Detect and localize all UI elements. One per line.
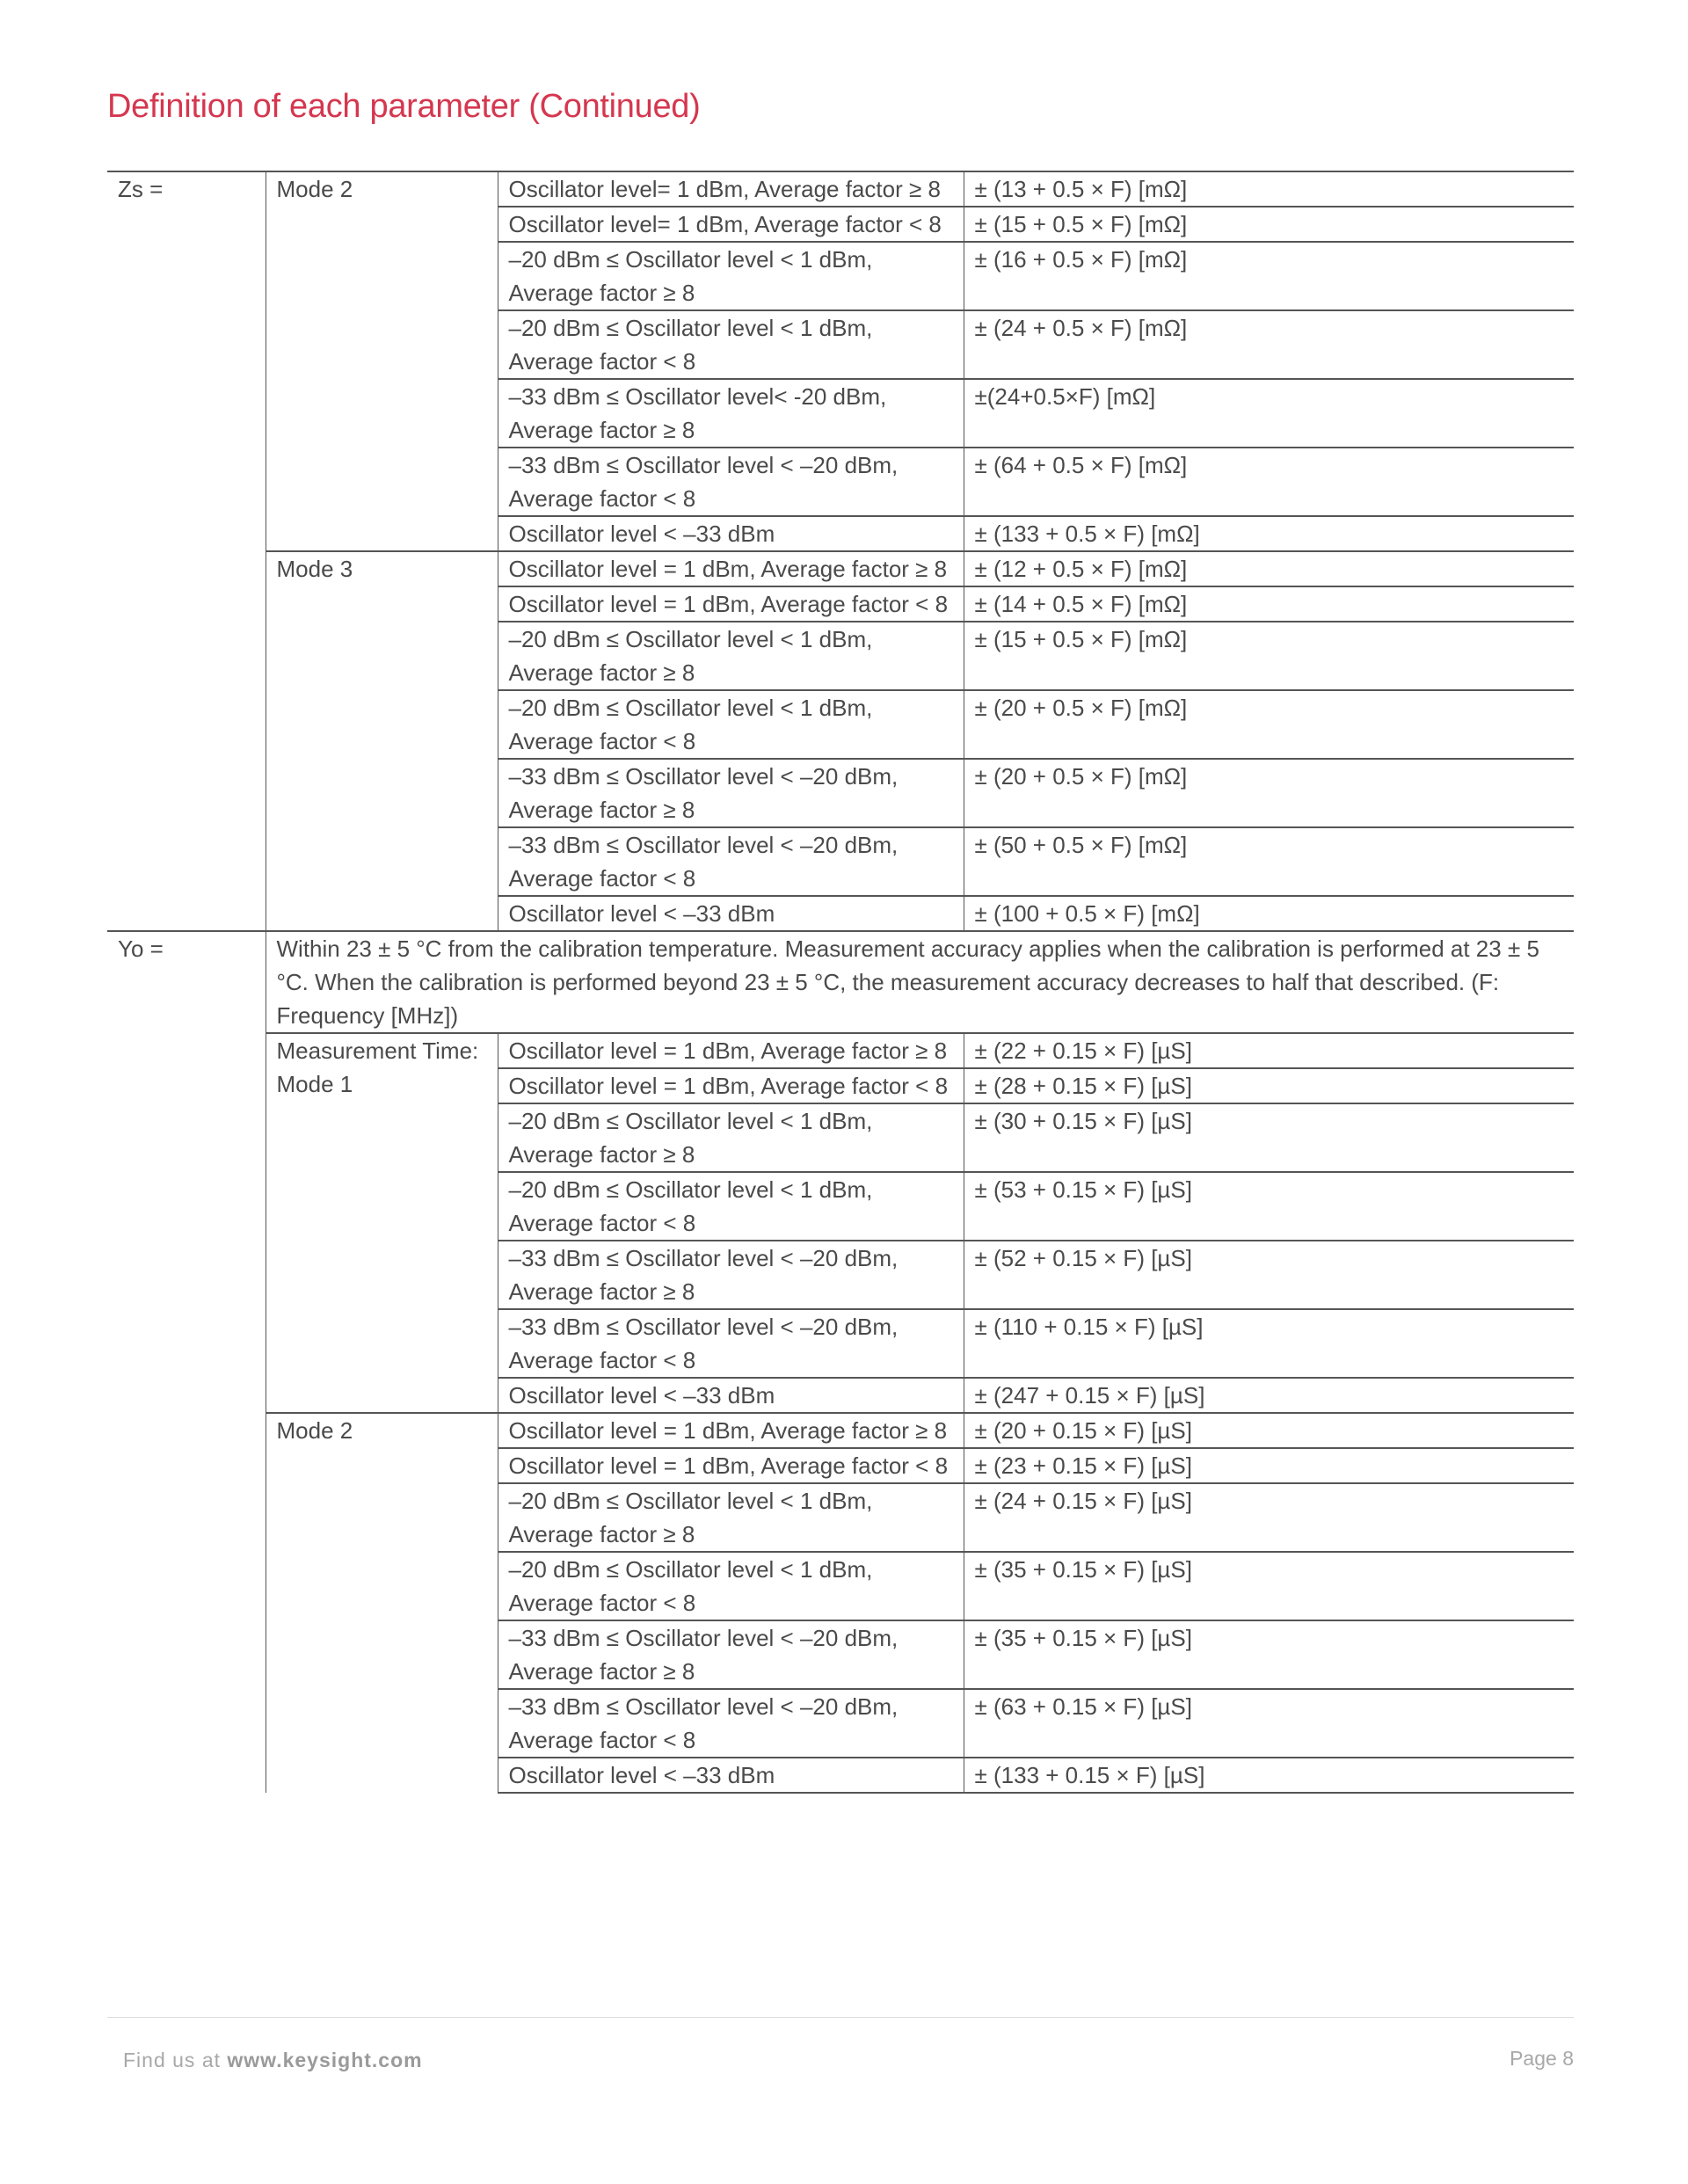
value-cell: ± (133 + 0.15 × F) [µS] bbox=[964, 1758, 1574, 1793]
value-cell: ± (133 + 0.5 × F) [mΩ] bbox=[964, 516, 1574, 551]
value-cell: ± (30 + 0.15 × F) [µS] bbox=[964, 1103, 1574, 1172]
condition-cell: Oscillator level = 1 dBm, Average factor < 8 bbox=[498, 1448, 964, 1483]
value-cell: ± (14 + 0.5 × F) [mΩ] bbox=[964, 586, 1574, 622]
mode-label-zs-mode2: Mode 2 bbox=[266, 171, 498, 551]
yo-section bbox=[107, 931, 1574, 1793]
condition-cell: –20 dBm ≤ Oscillator level < 1 dBm, Average factor ≥ 8 bbox=[498, 242, 964, 310]
condition-cell: Oscillator level = 1 dBm, Average factor < 8 bbox=[498, 1068, 964, 1103]
value-cell: ± (53 + 0.15 × F) [µS] bbox=[964, 1172, 1574, 1241]
condition-cell: Oscillator level < –33 dBm bbox=[498, 1758, 964, 1793]
value-cell: ± (110 + 0.15 × F) [µS] bbox=[964, 1309, 1574, 1378]
page-number: Page 8 bbox=[1510, 2047, 1574, 2070]
condition-cell: Oscillator level = 1 dBm, Average factor ≥ 8 bbox=[498, 1413, 964, 1448]
condition-cell: –33 dBm ≤ Oscillator level < –20 dBm, Average factor ≥ 8 bbox=[498, 1241, 964, 1309]
zs-section bbox=[107, 171, 1574, 931]
condition-cell: Oscillator level = 1 dBm, Average factor ≥ 8 bbox=[498, 551, 964, 586]
value-cell: ± (100 + 0.5 × F) [mΩ] bbox=[964, 896, 1574, 931]
value-cell: ± (24 + 0.5 × F) [mΩ] bbox=[964, 310, 1574, 379]
condition-cell: –20 dBm ≤ Oscillator level < 1 dBm, Average factor < 8 bbox=[498, 1552, 964, 1620]
condition-cell: –33 dBm ≤ Oscillator level < –20 dBm, Average factor < 8 bbox=[498, 1309, 964, 1378]
value-cell: ± (23 + 0.15 × F) [µS] bbox=[964, 1448, 1574, 1483]
value-cell: ± (247 + 0.15 × F) [µS] bbox=[964, 1378, 1574, 1413]
condition-cell: Oscillator level < –33 dBm bbox=[498, 896, 964, 931]
value-cell: ± (15 + 0.5 × F) [mΩ] bbox=[964, 207, 1574, 242]
param-label-yo: Yo = bbox=[107, 931, 266, 1793]
condition-cell: –33 dBm ≤ Oscillator level < –20 dBm, Average factor < 8 bbox=[498, 827, 964, 896]
value-cell: ± (50 + 0.5 × F) [mΩ] bbox=[964, 827, 1574, 896]
parameter-table bbox=[107, 171, 1574, 1794]
condition-cell: –20 dBm ≤ Oscillator level < 1 dBm, Average factor < 8 bbox=[498, 310, 964, 379]
table-row bbox=[107, 1033, 1574, 1068]
page-title: Definition of each parameter (Continued) bbox=[107, 88, 701, 125]
condition-cell: Oscillator level < –33 dBm bbox=[498, 1378, 964, 1413]
footer-divider bbox=[107, 2017, 1574, 2018]
condition-cell: –20 dBm ≤ Oscillator level < 1 dBm, Average factor ≥ 8 bbox=[498, 1103, 964, 1172]
condition-cell: –33 dBm ≤ Oscillator level < –20 dBm, Average factor ≥ 8 bbox=[498, 759, 964, 827]
value-cell: ± (20 + 0.5 × F) [mΩ] bbox=[964, 759, 1574, 827]
condition-cell: –20 dBm ≤ Oscillator level < 1 dBm, Average factor < 8 bbox=[498, 1172, 964, 1241]
value-cell: ± (63 + 0.15 × F) [µS] bbox=[964, 1689, 1574, 1758]
mode-label-yo-mode1: Measurement Time: Mode 1 bbox=[266, 1033, 498, 1413]
condition-cell: Oscillator level= 1 dBm, Average factor ≥ 8 bbox=[498, 171, 964, 207]
table-row bbox=[107, 1413, 1574, 1448]
value-cell: ± (52 + 0.15 × F) [µS] bbox=[964, 1241, 1574, 1309]
value-cell: ± (16 + 0.5 × F) [mΩ] bbox=[964, 242, 1574, 310]
condition-cell: –20 dBm ≤ Oscillator level < 1 dBm, Average factor < 8 bbox=[498, 690, 964, 759]
condition-cell: –33 dBm ≤ Oscillator level< -20 dBm, Average factor ≥ 8 bbox=[498, 379, 964, 448]
mode-label-yo-mode2: Mode 2 bbox=[266, 1413, 498, 1793]
table-row bbox=[107, 931, 1574, 1033]
value-cell: ± (12 + 0.5 × F) [mΩ] bbox=[964, 551, 1574, 586]
value-cell: ± (28 + 0.15 × F) [µS] bbox=[964, 1068, 1574, 1103]
condition-cell: Oscillator level= 1 dBm, Average factor < 8 bbox=[498, 207, 964, 242]
value-cell: ± (13 + 0.5 × F) [mΩ] bbox=[964, 171, 1574, 207]
condition-cell: –33 dBm ≤ Oscillator level < –20 dBm, Average factor ≥ 8 bbox=[498, 1620, 964, 1689]
table-row bbox=[107, 171, 1574, 207]
condition-cell: –33 dBm ≤ Oscillator level < –20 dBm, Average factor < 8 bbox=[498, 1689, 964, 1758]
value-cell: ± (22 + 0.15 × F) [µS] bbox=[964, 1033, 1574, 1068]
mode-label-zs-mode3: Mode 3 bbox=[266, 551, 498, 931]
footer-link[interactable]: www.keysight.com bbox=[227, 2049, 423, 2071]
condition-cell: Oscillator level < –33 dBm bbox=[498, 516, 964, 551]
condition-cell: –20 dBm ≤ Oscillator level < 1 dBm, Average factor ≥ 8 bbox=[498, 1483, 964, 1552]
value-cell: ±(24+0.5×F) [mΩ] bbox=[964, 379, 1574, 448]
table-row bbox=[107, 551, 1574, 586]
value-cell: ± (15 + 0.5 × F) [mΩ] bbox=[964, 622, 1574, 690]
value-cell: ± (64 + 0.5 × F) [mΩ] bbox=[964, 448, 1574, 516]
condition-cell: –33 dBm ≤ Oscillator level < –20 dBm, Average factor < 8 bbox=[498, 448, 964, 516]
condition-cell: Oscillator level = 1 dBm, Average factor < 8 bbox=[498, 586, 964, 622]
footer-contact bbox=[123, 2049, 423, 2072]
value-cell: ± (20 + 0.5 × F) [mΩ] bbox=[964, 690, 1574, 759]
yo-note: Within 23 ± 5 °C from the calibration temperature. Measurement accuracy applies when the calibration is performed at 23 ± 5 °C. When the calibration is performed beyond 23 ± 5 °C, the measurement accuracy decreases to half that described. (F: Frequency [MHz]) bbox=[266, 931, 1574, 1033]
value-cell: ± (20 + 0.15 × F) [µS] bbox=[964, 1413, 1574, 1448]
value-cell: ± (24 + 0.15 × F) [µS] bbox=[964, 1483, 1574, 1552]
condition-cell: –20 dBm ≤ Oscillator level < 1 dBm, Average factor ≥ 8 bbox=[498, 622, 964, 690]
param-label-zs: Zs = bbox=[107, 171, 266, 931]
footer-prefix: Find us at bbox=[123, 2049, 228, 2071]
condition-cell: Oscillator level = 1 dBm, Average factor ≥ 8 bbox=[498, 1033, 964, 1068]
value-cell: ± (35 + 0.15 × F) [µS] bbox=[964, 1620, 1574, 1689]
value-cell: ± (35 + 0.15 × F) [µS] bbox=[964, 1552, 1574, 1620]
